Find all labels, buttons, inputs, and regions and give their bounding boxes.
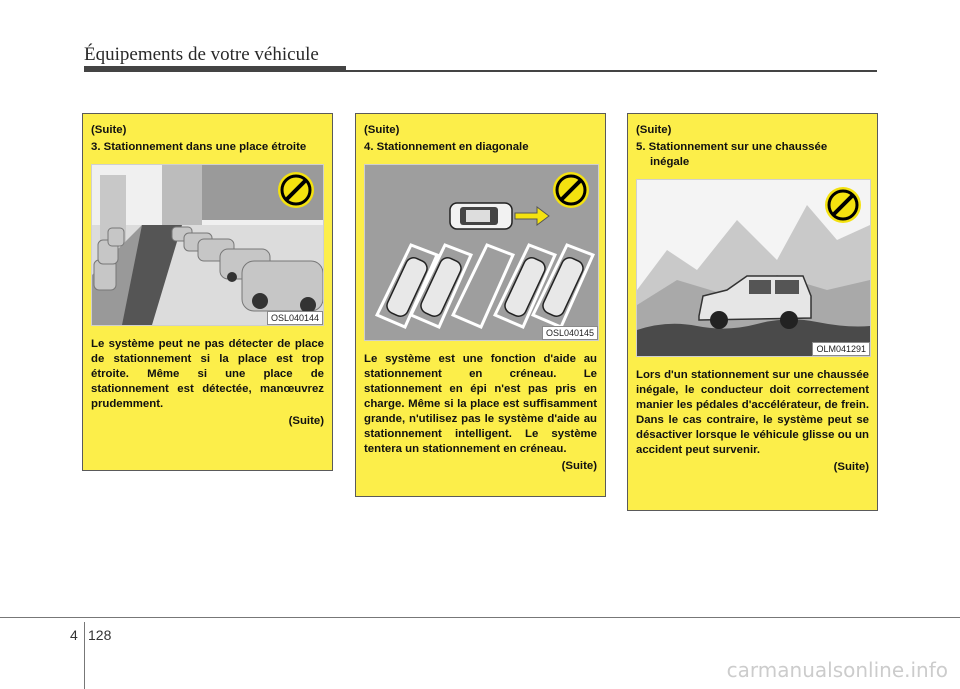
figure-code: OSL040145 (542, 326, 598, 340)
footer-rule (0, 617, 960, 618)
panel-heading: 4. Stationnement en diagonale (364, 141, 529, 153)
header-rule-accent (84, 66, 346, 71)
caution-panel-diagonal-parking (355, 113, 606, 497)
figure-code: OLM041291 (812, 342, 870, 356)
prohibition-icon (824, 186, 862, 224)
panel-body: Le système est une fonction d'aide au stationnement en créneau. Le stationnement en épi n'est pas pris en charge. Même si la place est suffisamment grande, n'utilisez pas le système d'aide au stationnement intelligent. Le système tentera un stationnement en créneau. (364, 353, 597, 455)
caution-panel-uneven-road (627, 113, 878, 511)
narrow-space-illustration (91, 164, 324, 326)
diagonal-parking-illustration (364, 164, 599, 341)
figure-code: OSL040144 (267, 311, 323, 325)
chapter-number: 4 (70, 627, 78, 643)
caution-panel-narrow-space (82, 113, 333, 471)
prohibition-icon (552, 171, 590, 209)
watermark: carmanualsonline.info (726, 658, 948, 682)
page-header-title: Équipements de votre véhicule (84, 44, 319, 65)
uneven-road-illustration (636, 179, 871, 357)
prohibition-icon (277, 171, 315, 209)
panel-body: Lors d'un stationnement sur une chaussée inégale, le conducteur doit correctement manier les pédales d'accélérateur, de frein. Dans le cas contraire, le système peut se désactiver lorsque le véhicule glisse ou un accident peut survenir. (636, 369, 869, 456)
panel-body: Le système peut ne pas détecter de place de stationnement si la place est trop étroite. Même si une place de stationnement est détectée, manœuvrez prudemment. (91, 338, 324, 410)
panel-suite-bottom: (Suite) (561, 460, 597, 472)
panel-heading: 3. Stationnement dans une place étroite (91, 141, 307, 153)
panel-suite-top: (Suite) (364, 124, 400, 136)
footer-divider (84, 622, 85, 689)
panel-suite-bottom: (Suite) (833, 461, 869, 473)
panel-suite-top: (Suite) (91, 124, 127, 136)
page-number: 128 (88, 627, 112, 643)
panel-suite-top: (Suite) (636, 124, 672, 136)
panel-heading: 5. Stationnement sur une chaussée inégale (636, 141, 828, 168)
panel-suite-bottom: (Suite) (288, 415, 324, 427)
